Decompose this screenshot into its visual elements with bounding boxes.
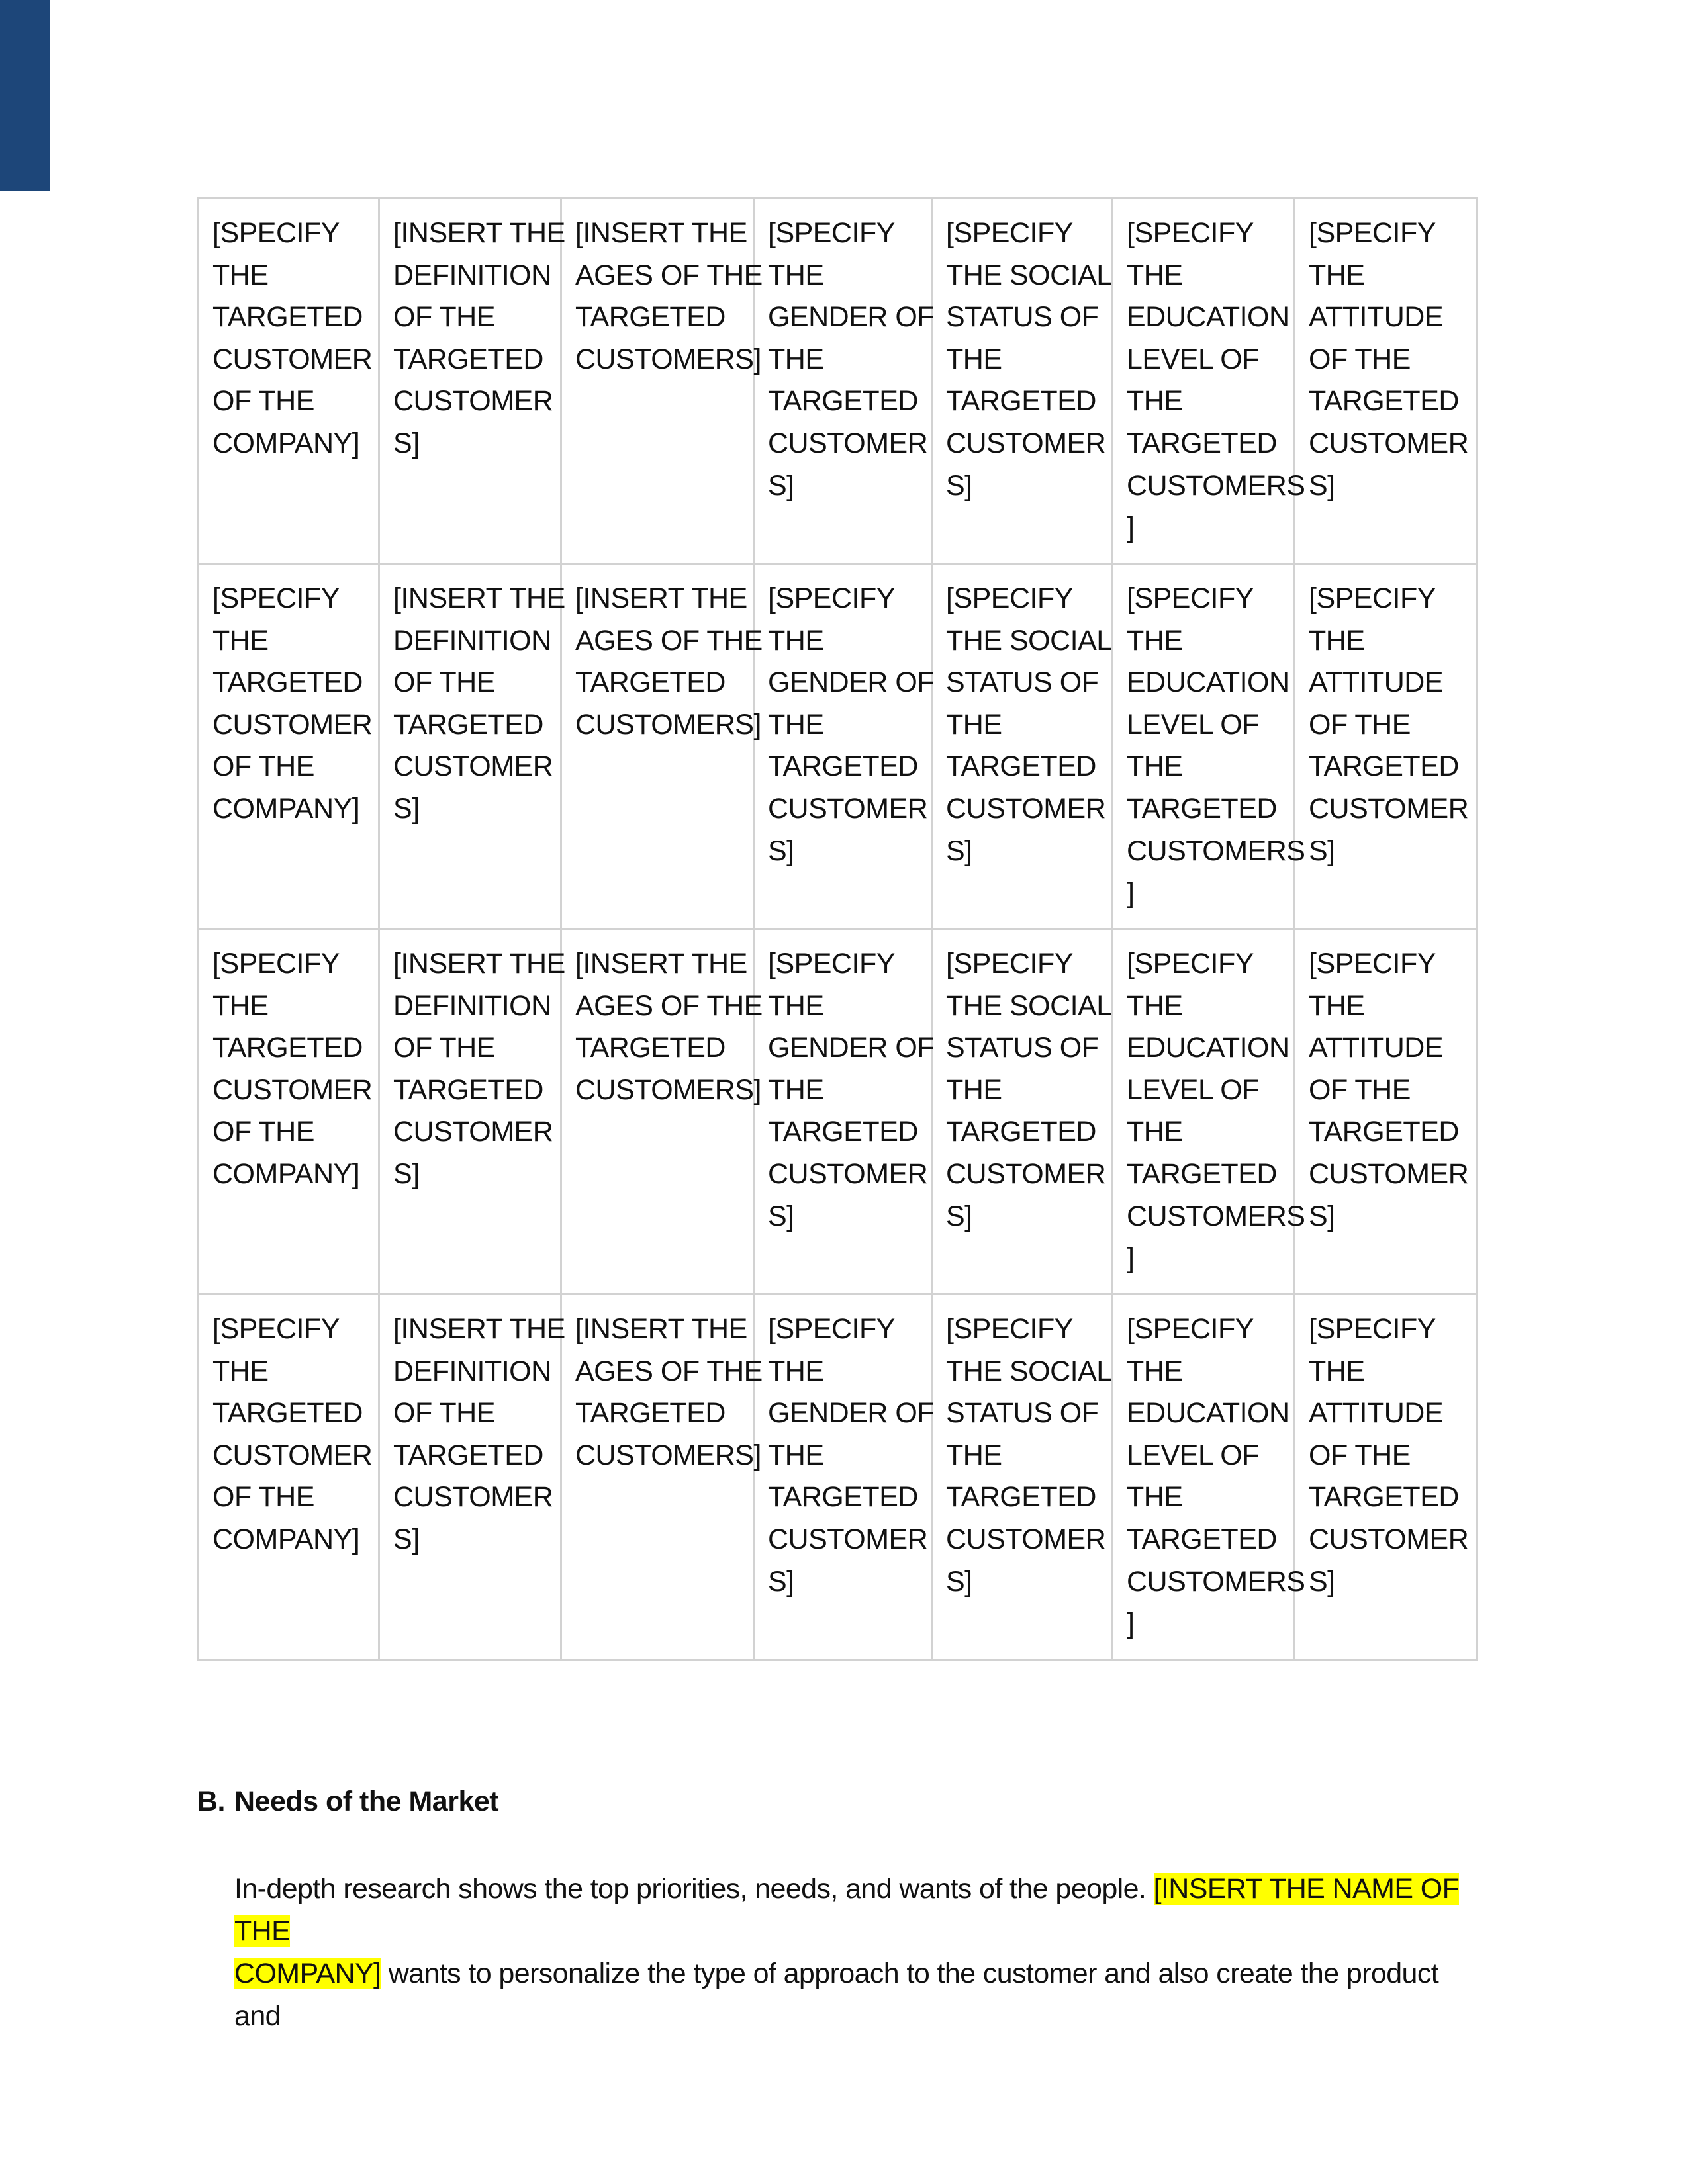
paragraph-text: In-depth research shows the top priorities, needs, and wants of the people. <box>234 1873 1154 1905</box>
cell-text-line: THE <box>946 708 1002 741</box>
cell-text-line: THE <box>946 1073 1002 1106</box>
table-cell-definition <box>379 564 565 929</box>
cell-text-line: CUSTOMER <box>1309 427 1469 459</box>
cell-text-line: [INSERT THE <box>393 582 565 614</box>
cell-text-line: CUSTOMER <box>1309 1158 1469 1190</box>
cell-text-line: CUSTOMER <box>212 1439 373 1471</box>
cell-text-line: [SPECIFY <box>212 582 340 614</box>
cell-text-line: [SPECIFY <box>1127 1313 1254 1345</box>
cell-text-line: S] <box>1309 469 1335 502</box>
cell-text-line: THE <box>1309 1355 1365 1387</box>
section-letter: B. <box>197 1786 225 1817</box>
cell-text-line: EDUCATION <box>1127 1397 1289 1430</box>
table-cell-ages <box>561 1295 763 1660</box>
cell-text-line: CUSTOMER <box>1309 792 1469 825</box>
cell-text-line: THE <box>768 343 824 375</box>
cell-text-line: LEVEL OF <box>1127 708 1259 741</box>
cell-text-line: CUSTOMERS] <box>575 1073 761 1106</box>
cell-text-line: [SPECIFY <box>1127 217 1254 249</box>
cell-text-line: OF THE <box>212 1116 314 1148</box>
cell-text-line: [SPECIFY <box>768 217 895 249</box>
cell-text-line: THE <box>768 708 824 741</box>
cell-text-line: STATUS OF <box>946 301 1099 334</box>
table-cell-attitude <box>1295 1295 1477 1660</box>
cell-text-line: THE <box>1127 1481 1183 1514</box>
cell-text-line: [SPECIFY <box>946 948 1073 979</box>
cell-text-line: TARGETED <box>575 1032 726 1064</box>
cell-text-line: CUSTOMERS <box>1127 1200 1305 1232</box>
cell-text-line: THE SOCIAL <box>946 1355 1112 1387</box>
section-heading <box>197 1786 498 1818</box>
section-title: Needs of the Market <box>234 1786 499 1817</box>
cell-text-line: [INSERT THE <box>575 582 747 614</box>
cell-text-line: TARGETED <box>1127 1158 1277 1190</box>
cell-text-line: THE <box>212 624 269 657</box>
table-cell-education-level <box>1113 564 1305 929</box>
table-cell-definition <box>379 929 565 1295</box>
cell-text-line: [SPECIFY <box>946 582 1073 614</box>
cell-text-line: OF THE <box>393 1397 495 1430</box>
cell-text-line: CUSTOMER <box>393 1481 553 1514</box>
cell-text-line: [INSERT THE <box>393 948 565 979</box>
cell-text-line: S] <box>393 1158 420 1190</box>
cell-text-line: THE <box>1127 385 1183 418</box>
cell-text-line: STATUS OF <box>946 1032 1099 1064</box>
cell-text-line: [SPECIFY <box>212 1313 340 1345</box>
cell-text-line: THE <box>768 1439 824 1471</box>
cell-text-line: CUSTOMER <box>212 708 373 741</box>
cell-text-line: TARGETED <box>1309 385 1459 418</box>
cell-text-line: THE <box>768 1073 824 1106</box>
cell-text-line: [SPECIFY <box>768 1313 895 1345</box>
cell-text-line: S] <box>768 835 794 867</box>
cell-text-line: [SPECIFY <box>1309 582 1436 614</box>
table-cell-ages <box>561 564 763 929</box>
cell-text-line: TARGETED <box>768 751 918 783</box>
cell-text-line: TARGETED <box>212 666 363 699</box>
cell-text-line: OF THE <box>212 385 314 418</box>
cell-text-line: ] <box>1127 877 1135 909</box>
cell-text-line: OF THE <box>1309 708 1411 741</box>
cell-text-line: [SPECIFY <box>768 582 895 614</box>
cell-text-line: S] <box>768 469 794 502</box>
table-cell-social-status <box>932 564 1113 929</box>
cell-text-line: THE <box>1309 624 1365 657</box>
cell-text-line: THE SOCIAL <box>946 259 1112 291</box>
cell-text-line: OF THE <box>393 666 495 699</box>
cell-text-line: CUSTOMER <box>768 427 928 459</box>
cell-text-line: DEFINITION <box>393 989 551 1022</box>
table-cell-targeted-customer <box>199 564 379 929</box>
table-cell-definition <box>379 1295 565 1660</box>
cell-text-line: OF THE <box>1309 343 1411 375</box>
cell-text-line: TARGETED <box>768 1481 918 1514</box>
side-accent-bar <box>0 0 50 191</box>
cell-text-line: THE <box>1309 259 1365 291</box>
table-cell-social-status <box>932 1295 1113 1660</box>
table-cell-attitude <box>1295 929 1477 1295</box>
cell-text-line: GENDER OF <box>768 1397 935 1430</box>
cell-text-line: COMPANY] <box>212 1158 360 1190</box>
cell-text-line: CUSTOMERS <box>1127 835 1305 867</box>
cell-text-line: ] <box>1127 512 1135 544</box>
cell-text-line: ] <box>1127 1608 1135 1640</box>
cell-text-line: CUSTOMERS <box>1127 1565 1305 1598</box>
cell-text-line: TARGETED <box>212 301 363 334</box>
cell-text-line: ] <box>1127 1242 1135 1275</box>
cell-text-line: TARGETED <box>1127 792 1277 825</box>
paragraph-text: wants to personalize the type of approach to the customer and also create the product and <box>234 1958 1439 2032</box>
cell-text-line: CUSTOMER <box>1309 1523 1469 1555</box>
cell-text-line: LEVEL OF <box>1127 1073 1259 1106</box>
cell-text-line: CUSTOMER <box>946 427 1106 459</box>
cell-text-line: S] <box>946 469 972 502</box>
cell-text-line: [INSERT THE <box>575 1313 747 1345</box>
table-cell-education-level <box>1113 929 1305 1295</box>
cell-text-line: S] <box>393 1523 420 1555</box>
cell-text-line: ATTITUDE <box>1309 301 1444 334</box>
cell-text-line: AGES OF THE <box>575 259 763 291</box>
cell-text-line: [SPECIFY <box>1127 582 1254 614</box>
table-cell-ages <box>561 929 763 1295</box>
table-cell-targeted-customer <box>199 1295 379 1660</box>
table-cell-social-status <box>932 929 1113 1295</box>
cell-text-line: [SPECIFY <box>212 948 340 979</box>
cell-text-line: THE <box>946 1439 1002 1471</box>
cell-text-line: [INSERT THE <box>393 217 565 249</box>
cell-text-line: THE SOCIAL <box>946 989 1112 1022</box>
cell-text-line: GENDER OF <box>768 301 935 334</box>
cell-text-line: TARGETED <box>393 1073 543 1106</box>
table-cell-social-status <box>932 199 1113 564</box>
cell-text-line: S] <box>1309 835 1335 867</box>
cell-text-line: CUSTOMER <box>393 1116 553 1148</box>
cell-text-line: [SPECIFY <box>768 948 895 979</box>
table-cell-gender <box>754 564 935 929</box>
cell-text-line: COMPANY] <box>212 427 360 459</box>
table-cell-education-level <box>1113 1295 1305 1660</box>
cell-text-line: THE <box>1309 989 1365 1022</box>
cell-text-line: OF THE <box>393 1032 495 1064</box>
table-cell-gender <box>754 1295 935 1660</box>
cell-text-line: LEVEL OF <box>1127 343 1259 375</box>
cell-text-line: TARGETED <box>1127 1523 1277 1555</box>
cell-text-line: [SPECIFY <box>1309 217 1436 249</box>
cell-text-line: S] <box>1309 1565 1335 1598</box>
table-cell-attitude <box>1295 199 1477 564</box>
cell-text-line: COMPANY] <box>212 1523 360 1555</box>
cell-text-line: AGES OF THE <box>575 624 763 657</box>
cell-text-line: CUSTOMERS <box>1127 469 1305 502</box>
cell-text-line: [SPECIFY <box>1309 948 1436 979</box>
cell-text-line: TARGETED <box>575 666 726 699</box>
table-cell-gender <box>754 929 935 1295</box>
cell-text-line: OF THE <box>212 1481 314 1514</box>
cell-text-line: TARGETED <box>946 1116 1096 1148</box>
cell-text-line: S] <box>768 1565 794 1598</box>
cell-text-line: EDUCATION <box>1127 1032 1289 1064</box>
cell-text-line: CUSTOMERS] <box>575 1439 761 1471</box>
cell-text-line: THE <box>768 259 824 291</box>
table-row <box>199 199 1477 564</box>
cell-text-line: TARGETED <box>946 1481 1096 1514</box>
cell-text-line: TARGETED <box>393 708 543 741</box>
cell-text-line: CUSTOMERS] <box>575 708 761 741</box>
cell-text-line: OF THE <box>1309 1073 1411 1106</box>
cell-text-line: [INSERT THE <box>575 217 747 249</box>
cell-text-line: CUSTOMER <box>212 343 373 375</box>
cell-text-line: S] <box>768 1200 794 1232</box>
cell-text-line: THE <box>1127 1355 1183 1387</box>
cell-text-line: TARGETED <box>768 1116 918 1148</box>
cell-text-line: EDUCATION <box>1127 301 1289 334</box>
table-row <box>199 929 1477 1295</box>
cell-text-line: TARGETED <box>1309 1481 1459 1514</box>
cell-text-line: THE SOCIAL <box>946 624 1112 657</box>
placeholder-company-name-cont: COMPANY] <box>234 1958 381 1989</box>
cell-text-line: S] <box>946 835 972 867</box>
customer-profile-table <box>197 197 1478 1661</box>
cell-text-line: TARGETED <box>946 751 1096 783</box>
cell-text-line: CUSTOMER <box>768 1523 928 1555</box>
cell-text-line: CUSTOMER <box>393 751 553 783</box>
cell-text-line: THE <box>212 259 269 291</box>
cell-text-line: AGES OF THE <box>575 989 763 1022</box>
cell-text-line: OF THE <box>1309 1439 1411 1471</box>
cell-text-line: CUSTOMER <box>946 1158 1106 1190</box>
cell-text-line: TARGETED <box>212 1032 363 1064</box>
cell-text-line: THE <box>1127 624 1183 657</box>
cell-text-line: TARGETED <box>768 385 918 418</box>
cell-text-line: THE <box>768 624 824 657</box>
cell-text-line: TARGETED <box>1127 427 1277 459</box>
cell-text-line: S] <box>393 427 420 459</box>
cell-text-line: ATTITUDE <box>1309 1397 1444 1430</box>
cell-text-line: THE <box>1127 1116 1183 1148</box>
table-cell-definition <box>379 199 565 564</box>
table-cell-targeted-customer <box>199 929 379 1295</box>
cell-text-line: GENDER OF <box>768 1032 935 1064</box>
cell-text-line: TARGETED <box>393 343 543 375</box>
cell-text-line: DEFINITION <box>393 624 551 657</box>
cell-text-line: ATTITUDE <box>1309 666 1444 699</box>
cell-text-line: TARGETED <box>575 1397 726 1430</box>
body-paragraph <box>234 1868 1479 2037</box>
cell-text-line: THE <box>946 343 1002 375</box>
cell-text-line: S] <box>946 1200 972 1232</box>
cell-text-line: CUSTOMER <box>946 792 1106 825</box>
cell-text-line: CUSTOMER <box>946 1523 1106 1555</box>
cell-text-line: S] <box>393 792 420 825</box>
table-cell-ages <box>561 199 763 564</box>
cell-text-line: CUSTOMER <box>768 792 928 825</box>
cell-text-line: S] <box>1309 1200 1335 1232</box>
cell-text-line: [SPECIFY <box>946 217 1073 249</box>
cell-text-line: THE <box>212 1355 269 1387</box>
cell-text-line: DEFINITION <box>393 1355 551 1387</box>
cell-text-line: DEFINITION <box>393 259 551 291</box>
cell-text-line: S] <box>946 1565 972 1598</box>
cell-text-line: AGES OF THE <box>575 1355 763 1387</box>
cell-text-line: [INSERT THE <box>575 948 747 979</box>
cell-text-line: CUSTOMER <box>768 1158 928 1190</box>
table-cell-targeted-customer <box>199 199 379 564</box>
cell-text-line: TARGETED <box>1309 1116 1459 1148</box>
table-cell-gender <box>754 199 935 564</box>
cell-text-line: COMPANY] <box>212 792 360 825</box>
cell-text-line: THE <box>1127 989 1183 1022</box>
cell-text-line: TARGETED <box>1309 751 1459 783</box>
cell-text-line: ATTITUDE <box>1309 1032 1444 1064</box>
table-cell-attitude <box>1295 564 1477 929</box>
cell-text-line: [SPECIFY <box>946 1313 1073 1345</box>
cell-text-line: CUSTOMER <box>393 385 553 418</box>
cell-text-line: STATUS OF <box>946 666 1099 699</box>
cell-text-line: [SPECIFY <box>212 217 340 249</box>
cell-text-line: [SPECIFY <box>1127 948 1254 979</box>
cell-text-line: LEVEL OF <box>1127 1439 1259 1471</box>
cell-text-line: THE <box>768 989 824 1022</box>
cell-text-line: TARGETED <box>212 1397 363 1430</box>
cell-text-line: [SPECIFY <box>1309 1313 1436 1345</box>
table-row <box>199 1295 1477 1660</box>
cell-text-line: THE <box>1127 259 1183 291</box>
cell-text-line: TARGETED <box>946 385 1096 418</box>
cell-text-line: THE <box>1127 751 1183 783</box>
cell-text-line: STATUS OF <box>946 1397 1099 1430</box>
cell-text-line: THE <box>212 989 269 1022</box>
placeholder-company-name: [INSERT THE NAME OF THE <box>234 1873 1460 1947</box>
cell-text-line: TARGETED <box>393 1439 543 1471</box>
cell-text-line: GENDER OF <box>768 666 935 699</box>
table-row <box>199 564 1477 929</box>
table-cell-education-level <box>1113 199 1305 564</box>
cell-text-line: TARGETED <box>575 301 726 334</box>
cell-text-line: CUSTOMER <box>212 1073 373 1106</box>
cell-text-line: CUSTOMERS] <box>575 343 761 375</box>
cell-text-line: THE <box>768 1355 824 1387</box>
cell-text-line: [INSERT THE <box>393 1313 565 1345</box>
cell-text-line: OF THE <box>212 751 314 783</box>
cell-text-line: EDUCATION <box>1127 666 1289 699</box>
cell-text-line: OF THE <box>393 301 495 334</box>
